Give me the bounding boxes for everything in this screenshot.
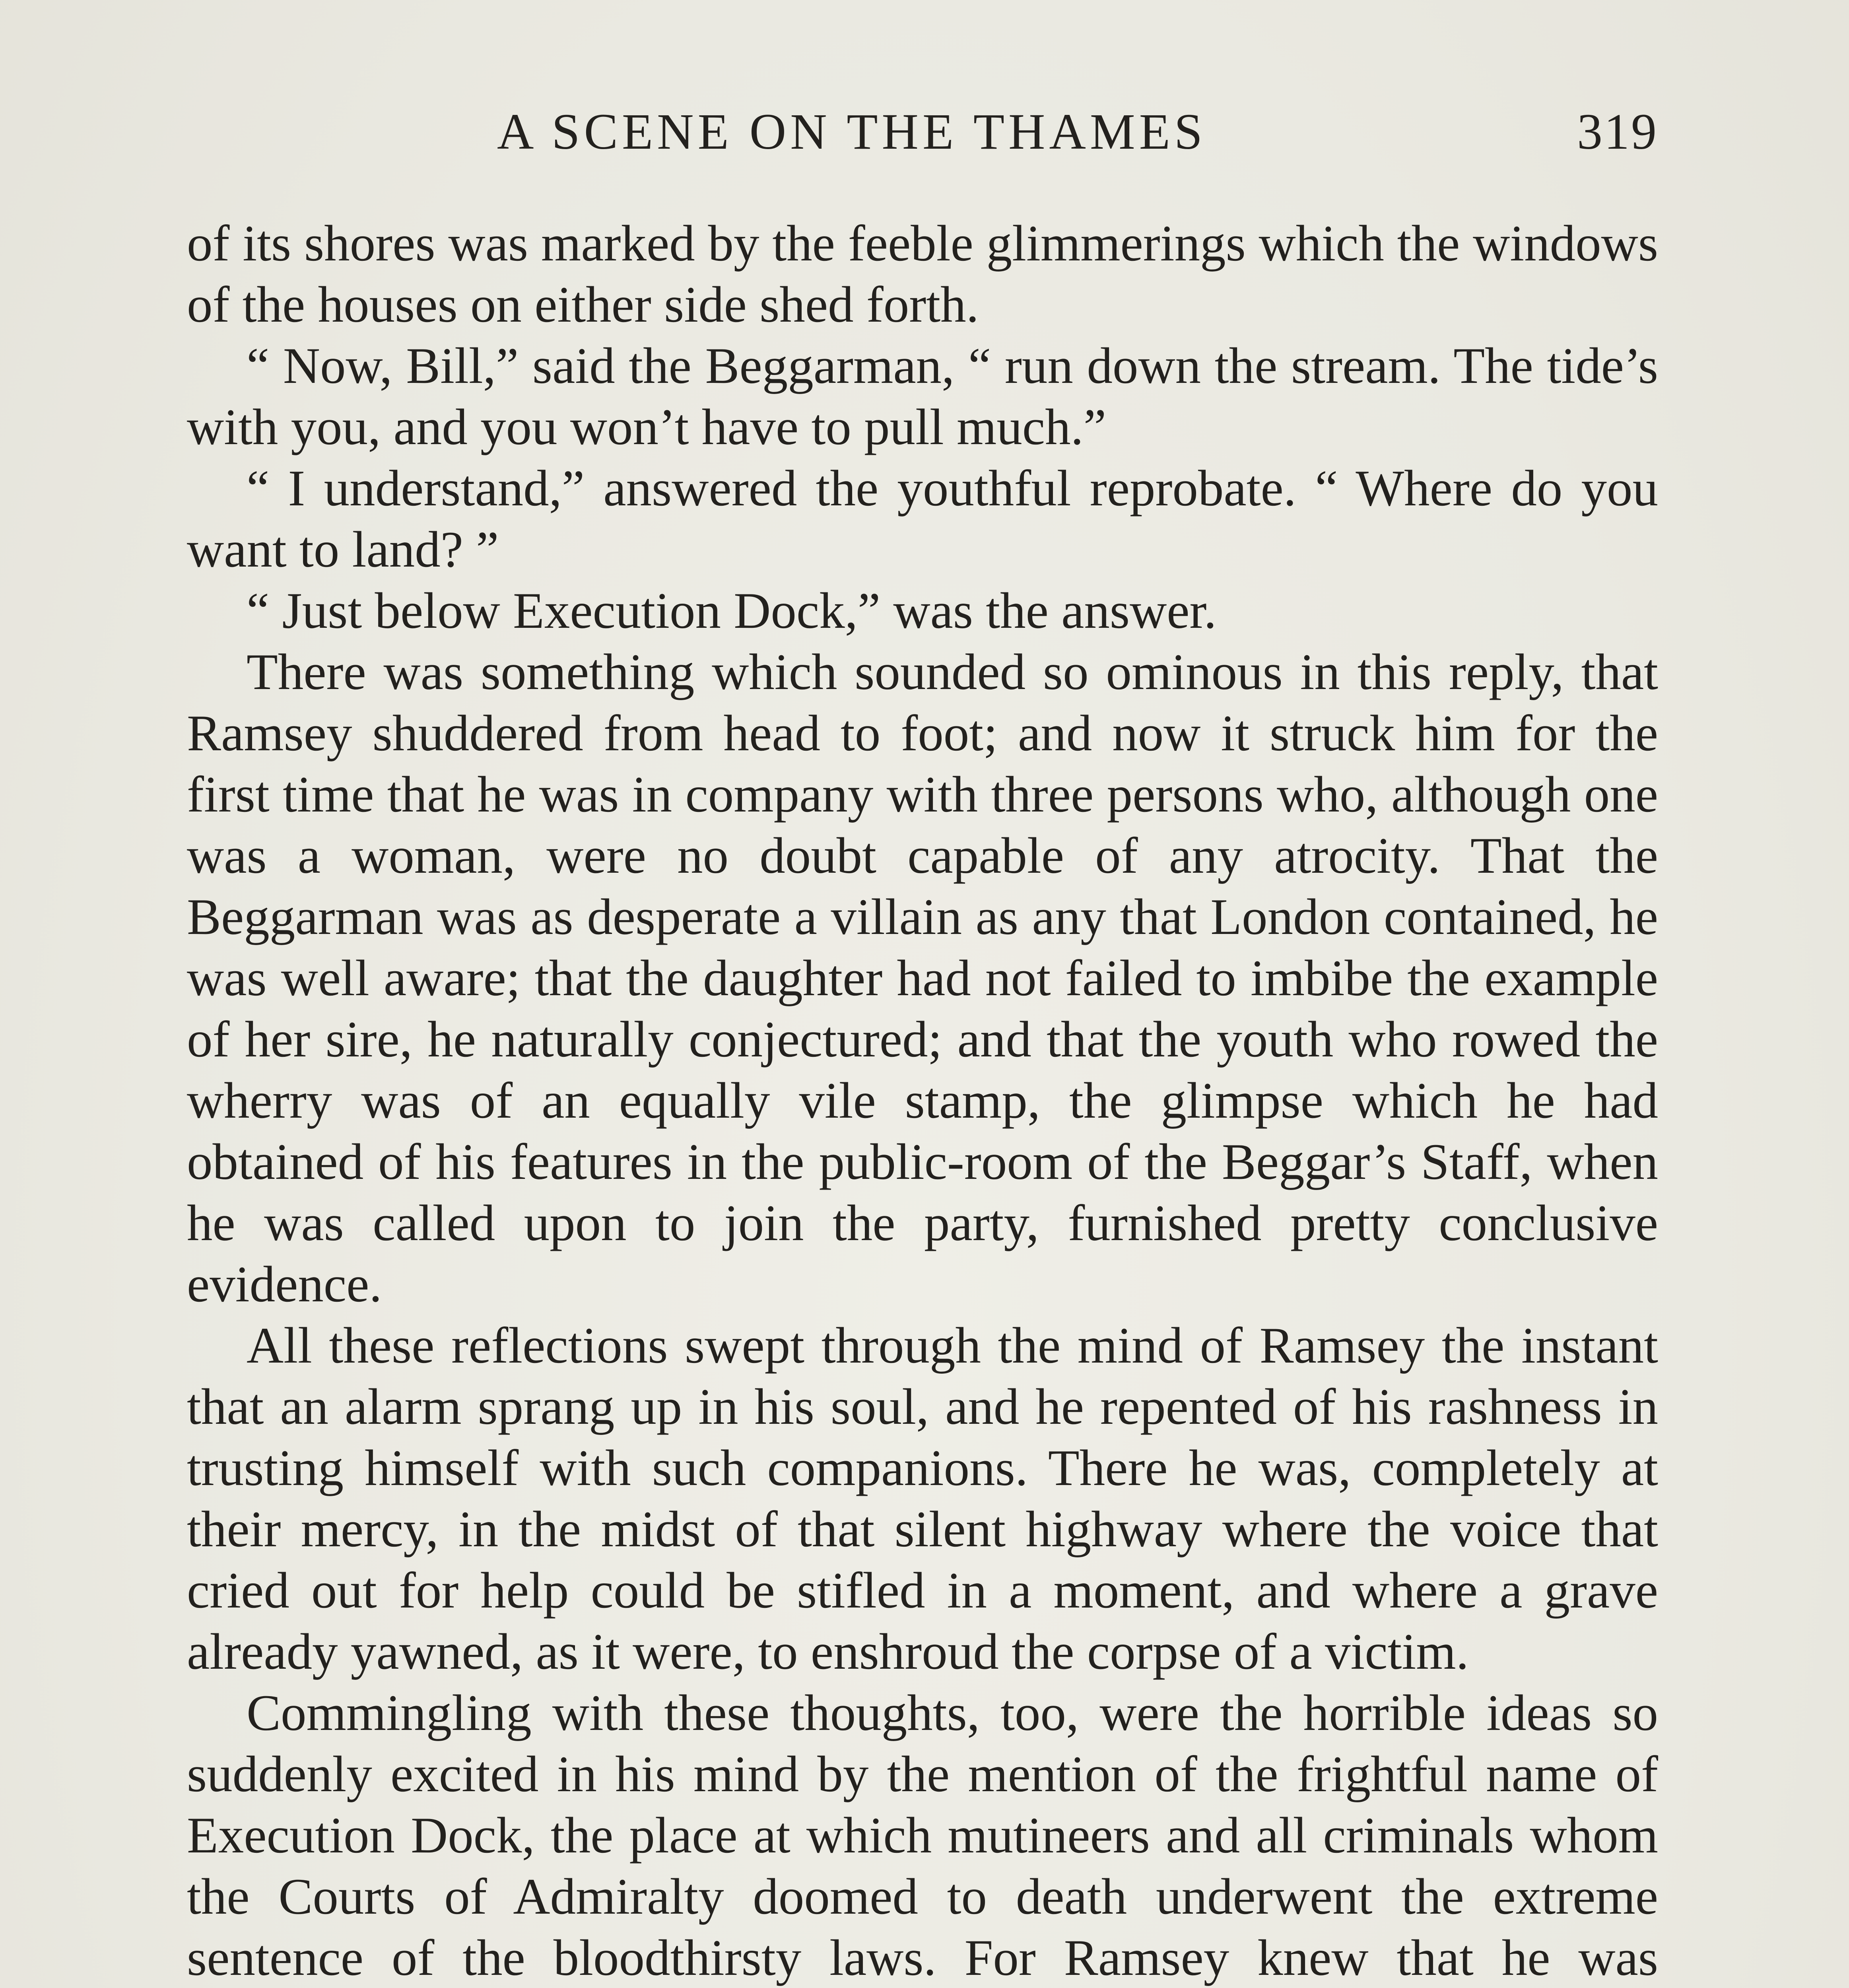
paragraph-dialogue: “ I understand,” answered the youthful reprobate. “ Where do you want to land? ”	[187, 460, 1658, 578]
paragraph: All these reflections swept through the mind of Ramsey the instant that an alarm sprang up in his soul, and he repented of his rashness in trusting himself with such companions. There he was, completely at their mercy, in the midst of that silent highway where the voice that cried out for help could be stifled in a moment, and where a grave already yawned, as it were, to enshroud the corpse of a victim.	[187, 1317, 1658, 1680]
paragraph-continuation: of its shores was marked by the feeble glimmerings which the windows of the houses on either side shed forth.	[187, 215, 1658, 333]
running-title: A SCENE ON THE THAMES	[497, 103, 1207, 160]
running-head	[187, 103, 1658, 174]
paragraph-dialogue: “ Now, Bill,” said the Beggarman, “ run down the stream. The tide’s with you, and you won’t have to pull much.”	[187, 337, 1658, 455]
paragraph: Commingling with these thoughts, too, were the horrible ideas so suddenly excited in his mind by the mention of the frightful name of Execution Dock, the place at which mutineers and all criminals whom the Courts of Admiralty doomed to death underwent the extreme sentence of the bloodthirsty laws. For Ramsey knew that he was	[187, 1684, 1658, 1986]
page-number: 319	[1577, 103, 1658, 160]
body-text	[187, 213, 1658, 1988]
paragraph: There was something which sounded so ominous in this reply, that Ramsey shuddered from head to foot; and now it struck him for the first time that he was in company with three persons who, although one was a woman, were no doubt capable of any atrocity. That the Beggarman was as desperate a villain as any that London contained, he was well aware; that the daughter had not failed to imbibe the example of her sire, he naturally conjectured; and that the youth who rowed the wherry was of an equally vile stamp, the glimpse which he had obtained of his features in the public-room of the Beggar’s Staff, when he was called upon to join the party, furnished pretty conclusive evidence.	[187, 643, 1658, 1312]
paragraph-dialogue: “ Just below Execution Dock,” was the answer.	[247, 582, 1217, 639]
